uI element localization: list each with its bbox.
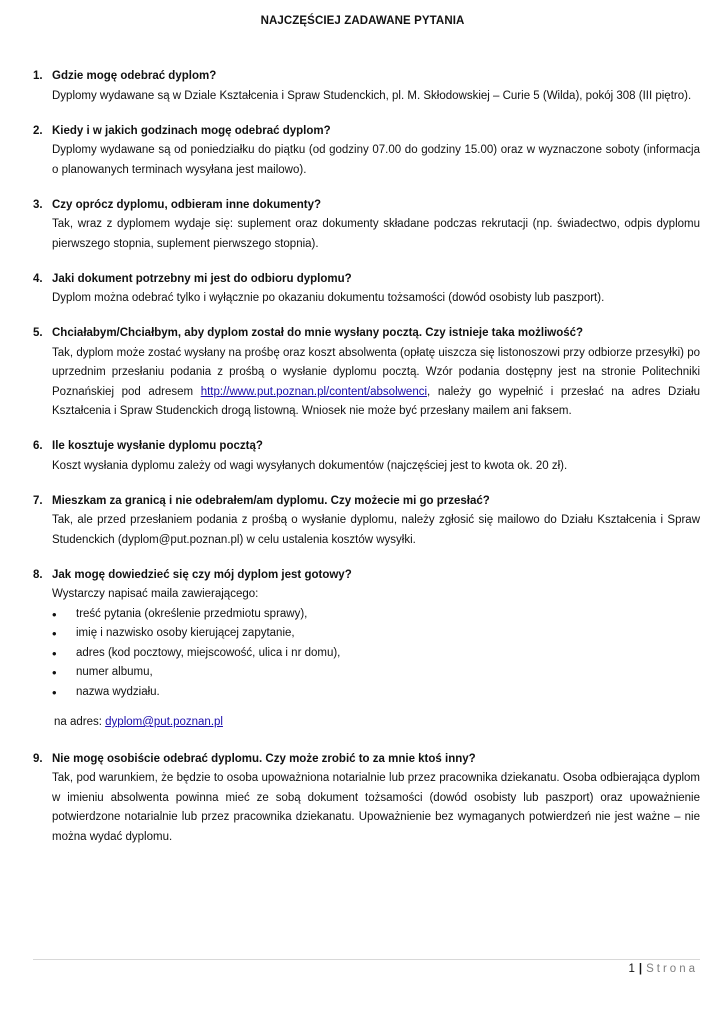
page-number: 1 <box>628 963 635 975</box>
answer-text: Koszt wysłania dyplomu zależy od wagi wysyłanych dokumentów (najczęściej jest to kwota ok. 20 zł). <box>52 459 568 472</box>
answer-text-part: , należy go wypełnić i przesłać na adres Działu Kształcenia i Spraw Studenckich drogą listowną. Wniosek nie może być przesłany mailem ani faksem. <box>52 385 700 417</box>
faq-item-8 <box>33 566 700 733</box>
question-number: 2. <box>33 124 43 137</box>
faq-item-4 <box>33 270 700 309</box>
faq-item-7 <box>33 492 700 551</box>
question-number: 6. <box>33 440 43 452</box>
question-text: Jaki dokument potrzebny mi jest do odbioru dyplomu? <box>52 272 352 285</box>
question-number: 3. <box>33 198 43 211</box>
question-text: Ile kosztuje wysłanie dyplomu pocztą? <box>52 440 263 452</box>
bullet-list <box>33 605 700 703</box>
list-item-text: imię i nazwisko osoby kierującej zapytanie, <box>76 627 295 639</box>
bullet-icon: • <box>52 665 57 680</box>
address-label: na adres: <box>54 716 106 728</box>
faq-item-9 <box>33 750 700 848</box>
footer-separator: | <box>638 963 643 975</box>
bullet-icon: • <box>52 606 57 622</box>
absolwenci-link[interactable]: http://www.put.poznan.pl/content/absolwenci <box>200 385 428 398</box>
faq-item-3 <box>33 196 700 255</box>
faq-item-5 <box>33 324 700 422</box>
question-text: Mieszkam za granicą i nie odebrałem/am dyplomu. Czy możecie mi go przesłać? <box>52 494 490 507</box>
list-item <box>52 624 700 644</box>
answer-text: Tak, wraz z dyplomem wydaje się: suplement oraz dokumenty składane podczas rekrutacji (np. świadectwo, odpis dyplomu pierwszego stopnia, suplement pierwszego stopnia). <box>52 218 700 250</box>
faq-item-2 <box>33 122 700 181</box>
answer-text: Dyplomy wydawane są od poniedziałku do piątku (od godziny 07.00 do godziny 15.00) oraz w wyznaczone soboty (informacja o planowanych terminach wysyłana jest mailowo). <box>52 144 700 176</box>
question-number: 7. <box>33 494 43 507</box>
question-number: 5. <box>33 327 43 339</box>
question-text: Czy oprócz dyplomu, odbieram inne dokumenty? <box>52 198 321 211</box>
bullet-icon: • <box>52 645 57 661</box>
list-item <box>52 644 700 664</box>
faq-item-6 <box>33 437 700 476</box>
answer-text <box>52 344 700 422</box>
bullet-icon: • <box>52 684 57 700</box>
footer-divider <box>33 959 700 960</box>
address-line <box>54 713 700 733</box>
question-text: Gdzie mogę odebrać dyplom? <box>52 70 217 82</box>
question-text: Jak mogę dowiedzieć się czy mój dyplom jest gotowy? <box>52 568 352 581</box>
list-item <box>52 683 700 703</box>
list-item-text: adres (kod pocztowy, miejscowość, ulica i nr domu), <box>76 646 341 659</box>
faq-list <box>33 67 700 863</box>
question-text: Chciałabym/Chciałbym, aby dyplom został do mnie wysłany pocztą. Czy istnieje taka możliwość? <box>52 327 584 339</box>
list-item-text: nazwa wydziału. <box>76 685 160 698</box>
question-number: 4. <box>33 272 43 285</box>
question-number: 1. <box>33 70 43 82</box>
page-label: Strona <box>646 963 698 975</box>
list-item-text: treść pytania (określenie przedmiotu sprawy), <box>76 607 308 620</box>
answer-text: Tak, ale przed przesłaniem podania z prośbą o wysłanie dyplomu, należy zgłosić się mailowo do Działu Kształcenia i Spraw Studenckich (dyplom@put.poznan.pl) w celu ustalenia kosztów wysyłki. <box>52 514 700 546</box>
list-item-text: numer albumu, <box>76 666 153 678</box>
answer-intro: Wystarczy napisać maila zawierającego: <box>52 588 259 600</box>
answer-text: Tak, pod warunkiem, że będzie to osoba upoważniona notarialnie lub przez pracownika dziekanatu. Osoba odbierająca dyplom w imieniu absolwenta powinna mieć ze sobą dokument tożsamości (dowód osobisty lub paszport) oraz upoważnienie potwierdzone notarialnie lub przez pracownika dziekanatu. Upoważnienie bez wymaganych potwierdzeń nie jest ważne – nie można wydać dyplomu. <box>52 772 700 843</box>
question-text: Kiedy i w jakich godzinach mogę odebrać dyplom? <box>52 124 331 137</box>
bullet-icon: • <box>52 626 57 641</box>
page-footer <box>628 963 698 975</box>
question-text: Nie mogę osobiście odebrać dyplomu. Czy może zrobić to za mnie ktoś inny? <box>52 752 476 765</box>
list-item <box>52 663 700 683</box>
faq-item-1 <box>33 67 700 106</box>
answer-text-part: Tak, dyplom może zostać wysłany na prośbę oraz koszt absolwenta (opłatę uiszcza się listonoszowi przy odbiorze przesyłki) po uprzednim przesłaniu podania z prośbą o wysłanie dyplomu pocztą. Wzór podania dostępny jest na stronie Politechniki Poznańskiej pod adresem <box>52 346 700 398</box>
answer-text: Dyplom można odebrać tylko i wyłącznie po okazaniu dokumentu tożsamości (dowód osobisty lub paszport). <box>52 292 605 304</box>
answer-text: Dyplomy wydawane są w Dziale Kształcenia i Spraw Studenckich, pl. M. Skłodowskiej – Curie 5 (Wilda), pokój 308 (III piętro). <box>52 89 692 102</box>
question-number: 9. <box>33 752 43 765</box>
list-item <box>52 605 700 625</box>
email-link[interactable]: dyplom@put.poznan.pl <box>105 716 223 728</box>
page-title: NAJCZĘŚCIEJ ZADAWANE PYTANIA <box>260 15 465 27</box>
question-number: 8. <box>33 568 43 581</box>
